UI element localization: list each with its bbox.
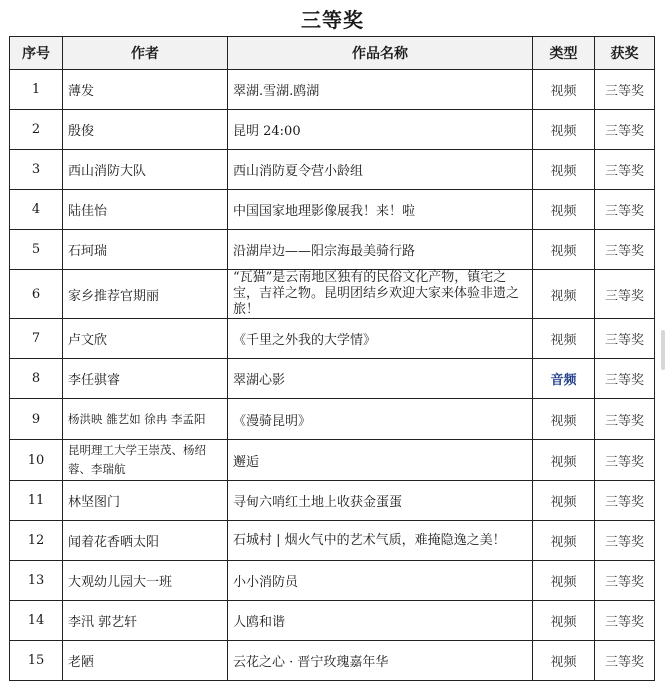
table-row [10, 190, 655, 230]
header-author: 作者 [63, 37, 228, 70]
cell-no: 13 [10, 561, 63, 601]
cell-work: 石城村 | 烟火气中的艺术气质，难掩隐逸之美！ [228, 521, 533, 561]
page-title: 三等奖 [301, 8, 364, 32]
scrollbar-handle[interactable] [661, 330, 665, 370]
cell-author: 家乡推荐官期丽 [63, 270, 228, 319]
table-row [10, 319, 655, 359]
table-row [10, 70, 655, 110]
cell-author: 陆佳怡 [63, 190, 228, 230]
cell-type: 视频 [533, 190, 595, 230]
cell-no: 6 [10, 270, 63, 319]
cell-no: 10 [10, 440, 63, 481]
cell-award: 三等奖 [595, 481, 655, 521]
cell-type: 音频 [533, 359, 595, 399]
cell-no: 7 [10, 319, 63, 359]
cell-award: 三等奖 [595, 270, 655, 319]
cell-author: 杨洪映 雒艺如 徐冉 李孟阳 [63, 399, 228, 440]
cell-type: 视频 [533, 641, 595, 681]
table-row [10, 359, 655, 399]
header-award: 获奖 [595, 37, 655, 70]
table-row [10, 150, 655, 190]
cell-type: 视频 [533, 601, 595, 641]
cell-no: 12 [10, 521, 63, 561]
cell-no: 9 [10, 399, 63, 440]
header-row [10, 37, 655, 70]
cell-type: 视频 [533, 521, 595, 561]
cell-no: 4 [10, 190, 63, 230]
cell-no: 14 [10, 601, 63, 641]
cell-author: 林坚图门 [63, 481, 228, 521]
cell-type: 视频 [533, 319, 595, 359]
cell-no: 11 [10, 481, 63, 521]
table-row [10, 110, 655, 150]
cell-no: 1 [10, 70, 63, 110]
cell-no: 2 [10, 110, 63, 150]
cell-type: 视频 [533, 110, 595, 150]
cell-author: 闻着花香晒太阳 [63, 521, 228, 561]
cell-award: 三等奖 [595, 319, 655, 359]
table-row [10, 561, 655, 601]
cell-author: 石珂瑞 [63, 230, 228, 270]
cell-award: 三等奖 [595, 190, 655, 230]
cell-author: 大观幼儿园大一班 [63, 561, 228, 601]
cell-author: 老陋 [63, 641, 228, 681]
header-work: 作品名称 [228, 37, 533, 70]
table-row [10, 641, 655, 681]
cell-work: 昆明 24:00 [228, 110, 533, 150]
cell-type: 视频 [533, 399, 595, 440]
cell-award: 三等奖 [595, 601, 655, 641]
cell-award: 三等奖 [595, 561, 655, 601]
cell-type: 视频 [533, 70, 595, 110]
cell-work: 人鸥和谐 [228, 601, 533, 641]
cell-work: 翠湖心影 [228, 359, 533, 399]
cell-work: 《千里之外我的大学情》 [228, 319, 533, 359]
cell-award: 三等奖 [595, 399, 655, 440]
cell-award: 三等奖 [595, 110, 655, 150]
cell-award: 三等奖 [595, 521, 655, 561]
cell-type: 视频 [533, 150, 595, 190]
cell-author: 殷俊 [63, 110, 228, 150]
cell-award: 三等奖 [595, 70, 655, 110]
cell-no: 5 [10, 230, 63, 270]
header-type: 类型 [533, 37, 595, 70]
cell-no: 15 [10, 641, 63, 681]
cell-no: 3 [10, 150, 63, 190]
cell-work: 《漫骑昆明》 [228, 399, 533, 440]
cell-author: 薄发 [63, 70, 228, 110]
table-row [10, 230, 655, 270]
cell-type: 视频 [533, 270, 595, 319]
table-row [10, 601, 655, 641]
cell-author: 卢文欣 [63, 319, 228, 359]
cell-award: 三等奖 [595, 359, 655, 399]
table-row [10, 440, 655, 481]
cell-work: 沿湖岸边——阳宗海最美骑行路 [228, 230, 533, 270]
cell-award: 三等奖 [595, 440, 655, 481]
cell-award: 三等奖 [595, 150, 655, 190]
cell-work: “瓦猫”是云南地区独有的民俗文化产物，镇宅之宝，吉祥之物。昆明团结乡欢迎大家来体验非遗之旅！ [228, 270, 533, 319]
table-row [10, 481, 655, 521]
table-row [10, 270, 655, 319]
cell-award: 三等奖 [595, 230, 655, 270]
cell-work: 小小消防员 [228, 561, 533, 601]
cell-work: 云花之心 · 晋宁玫瑰嘉年华 [228, 641, 533, 681]
header-no: 序号 [10, 37, 63, 70]
table-row [10, 399, 655, 440]
cell-type: 视频 [533, 440, 595, 481]
cell-no: 8 [10, 359, 63, 399]
cell-work: 寻甸六哨红土地上收获金蛋蛋 [228, 481, 533, 521]
cell-author: 昆明理工大学王崇茂、杨绍蓉、李瑞航 [63, 440, 228, 481]
cell-author: 李汛 郭艺轩 [63, 601, 228, 641]
cell-work: 中国国家地理影像展我！来！啦 [228, 190, 533, 230]
cell-type: 视频 [533, 561, 595, 601]
cell-work: 翠湖.雪湖.鸥湖 [228, 70, 533, 110]
cell-work: 邂逅 [228, 440, 533, 481]
cell-type: 视频 [533, 230, 595, 270]
awards-table [9, 36, 655, 681]
cell-type: 视频 [533, 481, 595, 521]
cell-work: 西山消防夏令营小龄组 [228, 150, 533, 190]
cell-award: 三等奖 [595, 641, 655, 681]
cell-author: 李任骐睿 [63, 359, 228, 399]
table-row [10, 521, 655, 561]
cell-author: 西山消防大队 [63, 150, 228, 190]
